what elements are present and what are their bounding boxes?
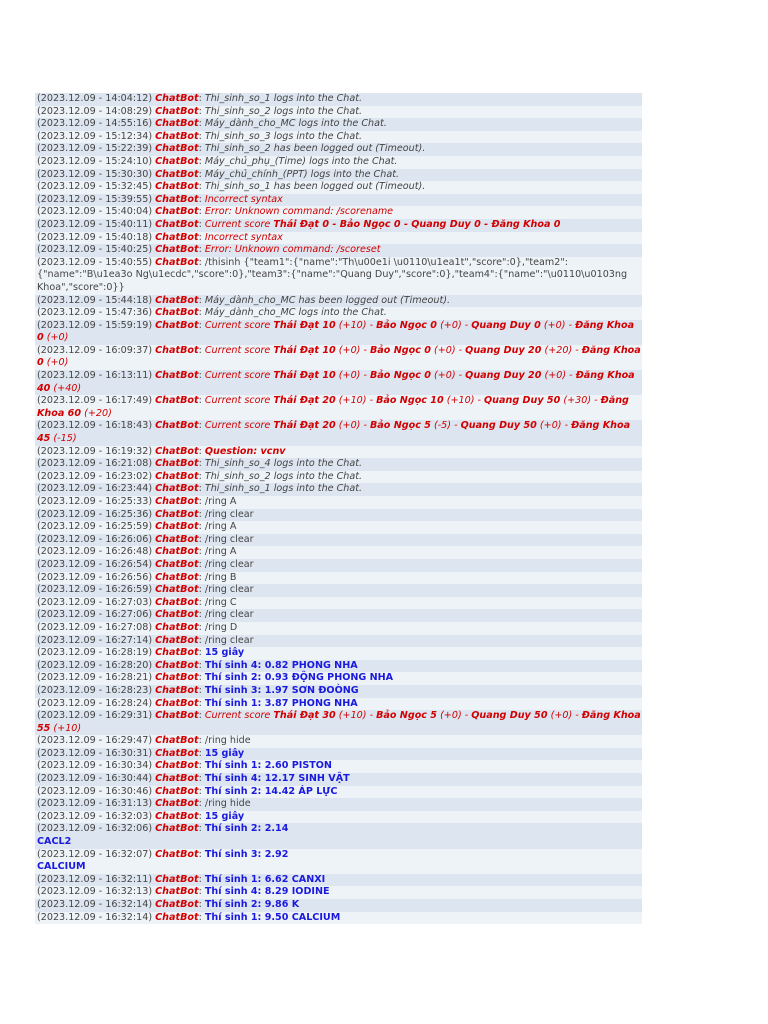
chat-message: (2023.12.09 - 15:30:30) ChatBot: Máy_chủ_chính_(PPT) logs into the Chat. xyxy=(35,169,642,182)
chat-message: (2023.12.09 - 16:32:11) ChatBot: Thí sinh 1: 6.62 CANXI xyxy=(35,874,642,887)
bot-name: ChatBot xyxy=(155,609,199,621)
chat-message: (2023.12.09 - 16:26:59) ChatBot: /ring clear xyxy=(35,584,642,597)
bot-name: ChatBot xyxy=(155,93,199,104)
chat-message: (2023.12.09 - 16:32:13) ChatBot: Thí sinh 4: 8.29 IODINE xyxy=(35,886,642,899)
chat-message: (2023.12.09 - 16:26:48) ChatBot: /ring A xyxy=(35,546,642,559)
bot-name: ChatBot xyxy=(155,294,199,306)
score-delta: (+0) xyxy=(338,420,361,432)
score-entry: Đăng Khoa 60 xyxy=(37,395,629,419)
message-text: /ring B xyxy=(204,571,237,583)
bot-name: ChatBot xyxy=(155,886,199,898)
score-delta: (+30) xyxy=(563,395,592,407)
message-timestamp: (2023.12.09 - 16:09:37) xyxy=(37,344,153,356)
score-entry: Đăng Khoa 45 xyxy=(37,420,631,445)
score-delta: (-5) xyxy=(433,420,452,432)
bot-name: ChatBot xyxy=(155,621,199,633)
score-delta: (+0) xyxy=(440,710,462,722)
message-text: /ring clear xyxy=(204,584,254,596)
score-delta: (+0) xyxy=(433,370,456,382)
chat-message: (2023.12.09 - 16:27:14) ChatBot: /ring clear xyxy=(35,635,642,648)
message-timestamp: (2023.12.09 - 16:30:34) xyxy=(37,760,153,772)
chat-message: (2023.12.09 - 16:31:13) ChatBot: /ring hide xyxy=(35,798,642,811)
chat-message: (2023.12.09 - 16:18:43) ChatBot: Current score Thái Đạt 20 (+0) - Bảo Ngọc 5 (-5) - Quang Duy 50 (+0) - Đăng Khoa 45 (-15) xyxy=(35,420,642,445)
chat-message: (2023.12.09 - 15:40:04) ChatBot: Error: Unknown command: /scorename xyxy=(35,206,642,219)
score-message: Current score Thái Đạt 10 (+0) - Bảo Ngọc 0 (+0) - Quang Duy 20 (+0) - Đăng Khoa 40 (+40) xyxy=(37,370,635,394)
chat-message: (2023.12.09 - 16:25:33) ChatBot: /ring A xyxy=(35,496,642,509)
message-timestamp: (2023.12.09 - 15:40:18) xyxy=(37,231,153,243)
message-text xyxy=(205,219,561,230)
bot-name: ChatBot xyxy=(155,508,199,520)
bot-name: ChatBot xyxy=(155,684,199,696)
message-timestamp: (2023.12.09 - 16:30:46) xyxy=(37,785,153,797)
chat-message: (2023.12.09 - 15:59:19) ChatBot: Current score Thái Đạt 10 (+10) - Bảo Ngọc 0 (+0) - Quang Duy 0 (+0) - Đăng Khoa 0 (+0) xyxy=(35,320,642,345)
message-timestamp: (2023.12.09 - 16:26:06) xyxy=(37,533,153,545)
score-entry: Quang Duy 50 xyxy=(471,710,548,722)
message-timestamp: (2023.12.09 - 16:28:21) xyxy=(37,672,153,684)
chat-message: (2023.12.09 - 16:32:03) ChatBot: 15 giây xyxy=(35,811,642,824)
score-entry: Bảo Ngọc 5 xyxy=(369,420,431,432)
message-timestamp: (2023.12.09 - 15:12:34) xyxy=(37,130,153,142)
chat-message: (2023.12.09 - 16:28:19) ChatBot: 15 giây xyxy=(35,647,642,660)
message-timestamp: (2023.12.09 - 16:23:44) xyxy=(37,483,153,495)
chat-message: (2023.12.09 - 16:28:20) ChatBot: Thí sinh 4: 0.82 PHONG NHA xyxy=(35,660,642,673)
message-timestamp: (2023.12.09 - 16:31:13) xyxy=(37,798,153,810)
bot-name: ChatBot xyxy=(155,105,199,117)
bot-name: ChatBot xyxy=(155,496,199,507)
message-text: Incorrect syntax xyxy=(204,231,283,243)
chat-message: (2023.12.09 - 16:27:08) ChatBot: /ring D xyxy=(35,622,642,635)
bot-name: ChatBot xyxy=(155,445,199,457)
message-timestamp: (2023.12.09 - 16:27:06) xyxy=(37,609,153,621)
message-timestamp: (2023.12.09 - 16:27:14) xyxy=(37,634,153,646)
message-text: /ring clear xyxy=(204,508,254,520)
chat-message: (2023.12.09 - 16:30:31) ChatBot: 15 giây xyxy=(35,748,642,761)
message-timestamp: (2023.12.09 - 16:25:33) xyxy=(37,496,153,507)
score-delta: (+0) xyxy=(543,319,566,331)
message-text: /ring hide xyxy=(204,735,251,747)
message-timestamp: (2023.12.09 - 15:44:18) xyxy=(37,294,153,306)
message-timestamp: (2023.12.09 - 16:32:14) xyxy=(37,899,153,910)
message-text: Máy_chủ_phụ_(Time) logs into the Chat. xyxy=(204,155,398,167)
bot-name: ChatBot xyxy=(155,193,199,205)
message-timestamp: (2023.12.09 - 16:27:08) xyxy=(37,621,153,633)
bot-name: ChatBot xyxy=(155,458,199,470)
bot-name: ChatBot xyxy=(155,130,199,142)
message-timestamp: (2023.12.09 - 15:24:10) xyxy=(37,155,153,167)
message-text: /ring A xyxy=(204,521,237,533)
message-text: 15 giây xyxy=(204,647,245,659)
score-message: Current score Thái Đạt 10 (+0) - Bảo Ngọc 0 (+0) - Quang Duy 20 (+20) - Đăng Khoa 0 (+0) xyxy=(37,344,641,369)
score-delta: (+0) xyxy=(338,344,361,356)
score-delta: (+10) xyxy=(338,710,367,722)
message-text: Thí sinh 1: 3.87 PHONG NHA xyxy=(204,697,358,709)
bot-name: ChatBot xyxy=(155,181,199,193)
message-timestamp: (2023.12.09 - 16:18:43) xyxy=(37,420,153,432)
chat-message: (2023.12.09 - 15:12:34) ChatBot: Thi_sinh_so_3 logs into the Chat. xyxy=(35,131,642,144)
bot-name: ChatBot xyxy=(155,533,199,545)
bot-name: ChatBot xyxy=(155,571,199,583)
chat-message: (2023.12.09 - 16:32:14) ChatBot: Thí sinh 1: 9.50 CALCIUM xyxy=(35,912,642,925)
score-delta: (+40) xyxy=(53,382,82,394)
message-text: Thí sinh 2: 2.14 xyxy=(204,823,289,835)
score-entry: Quang Duy 20 xyxy=(465,370,542,382)
score-entry: Thái Đạt 0 - Bảo Ngọc 0 - Quang Duy 0 - Đăng Khoa 0 xyxy=(273,218,561,230)
bot-name: ChatBot xyxy=(155,143,199,155)
message-timestamp: (2023.12.09 - 16:32:03) xyxy=(37,810,153,822)
message-timestamp: (2023.12.09 - 15:39:55) xyxy=(37,193,153,205)
bot-name: ChatBot xyxy=(155,697,199,709)
chat-message: (2023.12.09 - 16:17:49) ChatBot: Current score Thái Đạt 20 (+10) - Bảo Ngọc 10 (+10) - Quang Duy 50 (+30) - Đăng Khoa 60 (+20) xyxy=(35,395,642,420)
chat-message: (2023.12.09 - 16:26:06) ChatBot: /ring clear xyxy=(35,534,642,547)
score-entry: Bảo Ngọc 0 xyxy=(376,319,437,331)
message-text: /ring C xyxy=(204,596,237,608)
bot-name: ChatBot xyxy=(155,584,199,596)
message-text: Máy_dành_cho_MC has been logged out (Timeout). xyxy=(204,294,451,306)
message-prefix: Current score xyxy=(204,218,274,230)
bot-name: ChatBot xyxy=(155,823,199,835)
message-text: /ring clear xyxy=(204,609,254,621)
bot-name: ChatBot xyxy=(155,168,199,180)
chat-message: (2023.12.09 - 16:23:02) ChatBot: Thi_sinh_so_2 logs into the Chat. xyxy=(35,471,642,484)
message-text: /thisinh {"team1":{"name":"Th\u00e1i \u0110\u1ea1t","score":0},"team2":{"name":"B\u1ea3o Ng\u1ecdc","score":0},"team3":{"name":"Quang Duy","score":0},"team4":{"name":"\u0110\u0103ng Khoa","score":0}} xyxy=(37,256,628,293)
bot-name: ChatBot xyxy=(155,760,199,772)
score-entry: Đăng Khoa 0 xyxy=(37,319,635,344)
bot-name: ChatBot xyxy=(155,810,199,822)
score-message: Current score Thái Đạt 20 (+0) - Bảo Ngọc 5 (-5) - Quang Duy 50 (+0) - Đăng Khoa 45 (-15) xyxy=(37,420,631,445)
message-timestamp: (2023.12.09 - 16:32:06) xyxy=(37,823,153,835)
message-timestamp: (2023.12.09 - 14:08:29) xyxy=(37,105,153,117)
message-text: /ring A xyxy=(204,546,237,558)
chat-message: (2023.12.09 - 16:23:44) ChatBot: Thi_sinh_so_1 logs into the Chat. xyxy=(35,483,642,496)
message-text: Máy_dành_cho_MC logs into the Chat. xyxy=(204,307,387,319)
bot-name: ChatBot xyxy=(155,256,199,268)
message-timestamp: (2023.12.09 - 16:28:19) xyxy=(37,647,153,659)
bot-name: ChatBot xyxy=(155,899,199,910)
message-text: Error: Unknown command: /scoreset xyxy=(204,244,381,256)
chat-message: (2023.12.09 - 16:09:37) ChatBot: Current score Thái Đạt 10 (+0) - Bảo Ngọc 0 (+0) - Quang Duy 20 (+20) - Đăng Khoa 0 (+0) xyxy=(37,344,641,369)
chat-message: (2023.12.09 - 14:08:29) ChatBot: Thi_sinh_so_2 logs into the Chat. xyxy=(35,106,642,119)
message-timestamp: (2023.12.09 - 16:29:47) xyxy=(37,735,153,747)
score-entry: Thái Đạt 10 xyxy=(273,319,336,331)
message-timestamp: (2023.12.09 - 16:19:32) xyxy=(37,445,153,457)
bot-name: ChatBot xyxy=(155,785,199,797)
score-delta: (+0) xyxy=(544,370,567,382)
score-entry: Bảo Ngọc 5 xyxy=(376,710,437,722)
bot-name: ChatBot xyxy=(155,344,199,356)
bot-name: ChatBot xyxy=(155,307,199,319)
chat-log[interactable] xyxy=(35,93,642,924)
message-text: Error: Unknown command: /scorename xyxy=(204,206,394,218)
message-timestamp: (2023.12.09 - 16:26:59) xyxy=(37,584,153,596)
bot-name: ChatBot xyxy=(155,420,199,432)
chat-message: (2023.12.09 - 15:44:18) ChatBot: Máy_dành_cho_MC has been logged out (Timeout). xyxy=(35,295,642,308)
message-text: Thí sinh 2: 9.86 K xyxy=(204,899,300,910)
score-entry: Quang Duy 50 xyxy=(460,420,537,432)
chat-message: (2023.12.09 - 16:25:36) ChatBot: /ring clear xyxy=(35,509,642,522)
message-timestamp: (2023.12.09 - 16:26:56) xyxy=(37,571,153,583)
message-timestamp: (2023.12.09 - 16:17:49) xyxy=(37,395,153,407)
message-text: /ring clear xyxy=(204,634,254,646)
bot-name: ChatBot xyxy=(155,773,199,785)
bot-name: ChatBot xyxy=(155,155,199,167)
message-text: 15 giây xyxy=(204,810,245,822)
score-entry: Quang Duy 50 xyxy=(484,395,561,407)
message-timestamp: (2023.12.09 - 16:28:20) xyxy=(37,659,153,671)
message-timestamp: (2023.12.09 - 15:32:45) xyxy=(37,181,153,193)
chat-message: (2023.12.09 - 15:24:10) ChatBot: Máy_chủ_phụ_(Time) logs into the Chat. xyxy=(35,156,642,169)
chat-message: (2023.12.09 - 14:04:12) ChatBot: Thi_sinh_so_1 logs into the Chat. xyxy=(35,93,642,106)
message-text: Thi_sinh_so_1 has been logged out (Timeout). xyxy=(204,181,426,193)
message-text: /ring clear xyxy=(204,558,254,570)
bot-name: ChatBot xyxy=(155,659,199,671)
chat-message: (2023.12.09 - 15:40:18) ChatBot: Incorrect syntax xyxy=(35,232,642,245)
message-timestamp: (2023.12.09 - 16:30:31) xyxy=(37,747,153,759)
message-timestamp: (2023.12.09 - 15:22:39) xyxy=(37,143,153,155)
chat-message: (2023.12.09 - 16:25:59) ChatBot: /ring A xyxy=(35,521,642,534)
message-timestamp: (2023.12.09 - 16:26:48) xyxy=(37,546,153,558)
bot-name: ChatBot xyxy=(155,911,199,923)
score-delta: (+20) xyxy=(544,344,573,356)
score-delta: (+20) xyxy=(84,407,112,419)
message-timestamp: (2023.12.09 - 15:30:30) xyxy=(37,168,153,180)
score-entry: Đăng Khoa 0 xyxy=(37,344,641,369)
score-message: Current score Thái Đạt 20 (+10) - Bảo Ngọc 10 (+10) - Quang Duy 50 (+30) - Đăng Khoa 60 (+20) xyxy=(37,395,629,419)
score-entry: Quang Duy 20 xyxy=(465,344,542,356)
message-timestamp: (2023.12.09 - 16:32:13) xyxy=(37,886,153,898)
chat-message: (2023.12.09 - 14:55:16) ChatBot: Máy_dành_cho_MC logs into the Chat. xyxy=(35,118,642,131)
message-text: Máy_chủ_chính_(PPT) logs into the Chat. xyxy=(204,168,400,180)
score-delta: (+10) xyxy=(338,395,367,407)
bot-name: ChatBot xyxy=(155,218,199,230)
message-text: Thí sinh 1: 2.60 PISTON xyxy=(204,760,332,772)
message-text: /ring D xyxy=(204,621,238,633)
score-entry: Thái Đạt 20 xyxy=(273,420,336,432)
chat-message: (2023.12.09 - 16:27:03) ChatBot: /ring C xyxy=(35,597,642,610)
bot-name: ChatBot xyxy=(155,206,199,218)
message-text: Thí sinh 4: 8.29 IODINE xyxy=(204,886,330,898)
score-delta: (+10) xyxy=(446,395,475,407)
chat-message: (2023.12.09 - 16:29:47) ChatBot: /ring hide xyxy=(35,735,642,748)
score-entry: Bảo Ngọc 0 xyxy=(369,370,431,382)
message-timestamp: (2023.12.09 - 16:32:11) xyxy=(37,873,153,885)
score-entry: Thái Đạt 10 xyxy=(273,370,336,382)
message-text: /ring A xyxy=(204,496,237,507)
message-timestamp: (2023.12.09 - 15:40:11) xyxy=(37,218,153,230)
message-text: Thí sinh 2: 14.42 ÁP LỰC xyxy=(204,785,338,797)
bot-name: ChatBot xyxy=(155,546,199,558)
score-delta: (+0) xyxy=(46,357,69,369)
bot-name: ChatBot xyxy=(155,319,199,331)
chat-message: (2023.12.09 - 16:29:31) ChatBot: Current score Thái Đạt 30 (+10) - Bảo Ngọc 5 (+0) - Quang Duy 50 (+0) - Đăng Khoa 55 (+10) xyxy=(37,710,641,734)
chat-message: (2023.12.09 - 16:19:32) ChatBot: Question: vcnv xyxy=(35,446,642,459)
message-timestamp: (2023.12.09 - 16:25:59) xyxy=(37,521,153,533)
bot-name: ChatBot xyxy=(155,231,199,243)
chat-message: (2023.12.09 - 16:32:07) ChatBot: Thí sinh 3: 2.92 CALCIUM xyxy=(35,849,642,874)
score-delta: (+0) xyxy=(46,332,69,344)
score-delta: (+0) xyxy=(539,420,562,432)
score-delta: (+0) xyxy=(550,710,573,722)
message-timestamp: (2023.12.09 - 16:13:11) xyxy=(37,370,153,382)
message-timestamp: (2023.12.09 - 15:59:19) xyxy=(37,319,153,331)
bot-name: ChatBot xyxy=(155,798,199,810)
chat-message: (2023.12.09 - 16:32:06) ChatBot: Thí sinh 2: 2.14 CACL2 xyxy=(35,823,642,848)
message-text: 15 giây xyxy=(204,747,245,759)
chat-message: (2023.12.09 - 16:28:23) ChatBot: Thí sinh 3: 1.97 SƠN ĐOÒNG xyxy=(35,685,642,698)
score-delta: (+0) xyxy=(440,319,462,331)
bot-name: ChatBot xyxy=(155,118,199,130)
bot-name: ChatBot xyxy=(155,521,199,533)
bot-name: ChatBot xyxy=(155,710,199,722)
chat-message: (2023.12.09 - 16:26:56) ChatBot: /ring B xyxy=(35,572,642,585)
message-timestamp: (2023.12.09 - 16:26:54) xyxy=(37,558,153,570)
bot-name: ChatBot xyxy=(155,483,199,495)
chat-message: (2023.12.09 - 16:28:21) ChatBot: Thí sinh 2: 0.93 ĐỘNG PHONG NHA xyxy=(35,672,642,685)
score-delta: (+10) xyxy=(53,722,82,734)
bot-name: ChatBot xyxy=(155,747,199,759)
message-timestamp: (2023.12.09 - 16:29:31) xyxy=(37,710,153,722)
message-timestamp: (2023.12.09 - 15:40:04) xyxy=(37,206,153,218)
bot-name: ChatBot xyxy=(155,873,199,885)
bot-name: ChatBot xyxy=(155,672,199,684)
score-entry: Bảo Ngọc 0 xyxy=(369,344,431,356)
chat-message: (2023.12.09 - 15:40:55) ChatBot: /thisinh {"team1":{"name":"Th\u00e1i \u0110\u1ea1t","score":0},"team2":{"name":"B\u1ea3o Ng\u1ecdc","score":0},"team3":{"name":"Quang Duy","score":0},"team4":{"name":"\u0110\u0103ng Khoa","score":0}} xyxy=(35,257,642,295)
chat-message: (2023.12.09 - 15:40:11) ChatBot: Current score Thái Đạt 0 - Bảo Ngọc 0 - Quang Duy 0 - Đăng Khoa 0 xyxy=(35,219,642,232)
message-text: Incorrect syntax xyxy=(204,193,283,205)
chat-message: (2023.12.09 - 15:22:39) ChatBot: Thi_sinh_so_2 has been logged out (Timeout). xyxy=(35,143,642,156)
message-timestamp: (2023.12.09 - 15:40:55) xyxy=(37,256,153,268)
message-timestamp: (2023.12.09 - 16:25:36) xyxy=(37,508,153,520)
message-text: Thí sinh 3: 1.97 SƠN ĐOÒNG xyxy=(204,684,359,696)
chat-message: (2023.12.09 - 16:13:11) ChatBot: Current score Thái Đạt 10 (+0) - Bảo Ngọc 0 (+0) - Quang Duy 20 (+0) - Đăng Khoa 40 (+40) xyxy=(35,370,642,395)
score-delta: (-15) xyxy=(53,433,77,445)
chat-message: (2023.12.09 - 15:39:55) ChatBot: Incorrect syntax xyxy=(35,194,642,207)
bot-name: ChatBot xyxy=(155,470,199,482)
chat-message: (2023.12.09 - 16:28:24) ChatBot: Thí sinh 1: 3.87 PHONG NHA xyxy=(35,698,642,711)
bot-name: ChatBot xyxy=(155,395,199,407)
chat-message: (2023.12.09 - 16:32:14) ChatBot: Thí sinh 2: 9.86 K xyxy=(35,899,642,912)
message-text: Thi_sinh_so_2 has been logged out (Timeout). xyxy=(204,143,426,155)
message-text: Thí sinh 1: 6.62 CANXI xyxy=(204,873,326,885)
bot-name: ChatBot xyxy=(155,647,199,659)
message-timestamp: (2023.12.09 - 16:28:24) xyxy=(37,697,153,709)
bot-name: ChatBot xyxy=(155,735,199,747)
bot-name: ChatBot xyxy=(155,244,199,256)
score-entry: Đăng Khoa 40 xyxy=(37,370,635,394)
chat-message: (2023.12.09 - 16:30:46) ChatBot: Thí sinh 2: 14.42 ÁP LỰC xyxy=(35,786,642,799)
score-entry: Thái Đạt 20 xyxy=(273,395,336,407)
bot-name: ChatBot xyxy=(155,848,199,860)
message-timestamp: (2023.12.09 - 16:23:02) xyxy=(37,470,153,482)
score-entry: Quang Duy 0 xyxy=(471,319,541,331)
score-message: Current score Thái Đạt 10 (+10) - Bảo Ngọc 0 (+0) - Quang Duy 0 (+0) - Đăng Khoa 0 (+0) xyxy=(37,319,635,344)
message-text: Thí sinh 1: 9.50 CALCIUM xyxy=(204,911,341,923)
message-text: Thí sinh 2: 0.93 ĐỘNG PHONG NHA xyxy=(204,672,394,684)
message-text: Máy_dành_cho_MC logs into the Chat. xyxy=(204,118,387,130)
score-entry: Thái Đạt 30 xyxy=(273,710,336,722)
bot-name: ChatBot xyxy=(155,370,199,382)
chat-message: (2023.12.09 - 16:26:54) ChatBot: /ring clear xyxy=(35,559,642,572)
chat-message: (2023.12.09 - 16:30:44) ChatBot: Thí sinh 4: 12.17 SINH VẬT xyxy=(35,773,642,786)
chat-message: (2023.12.09 - 16:21:08) ChatBot: Thi_sinh_so_4 logs into the Chat. xyxy=(35,458,642,471)
score-entry: Bảo Ngọc 10 xyxy=(376,395,444,407)
chat-message: (2023.12.09 - 15:32:45) ChatBot: Thi_sinh_so_1 has been logged out (Timeout). xyxy=(35,181,642,194)
chat-message: (2023.12.09 - 15:47:36) ChatBot: Máy_dành_cho_MC logs into the Chat. xyxy=(35,307,642,320)
score-message: Current score Thái Đạt 30 (+10) - Bảo Ngọc 5 (+0) - Quang Duy 50 (+0) - Đăng Khoa 55 (+10) xyxy=(37,710,641,734)
message-text: Thi_sinh_so_3 logs into the Chat. xyxy=(204,130,363,142)
message-text: Thi_sinh_so_1 logs into the Chat. xyxy=(204,483,363,495)
message-timestamp: (2023.12.09 - 14:55:16) xyxy=(37,118,153,130)
message-timestamp: (2023.12.09 - 16:21:08) xyxy=(37,458,153,470)
message-text: /ring clear xyxy=(204,533,254,545)
message-timestamp: (2023.12.09 - 16:32:14) xyxy=(37,911,153,923)
bot-name: ChatBot xyxy=(155,558,199,570)
message-text: Thi_sinh_so_2 logs into the Chat. xyxy=(204,105,363,117)
bot-name: ChatBot xyxy=(155,596,199,608)
message-timestamp: (2023.12.09 - 16:28:23) xyxy=(37,684,153,696)
message-text: Thi_sinh_so_1 logs into the Chat. xyxy=(204,93,363,104)
message-text: Thí sinh 4: 0.82 PHONG NHA xyxy=(204,659,358,671)
message-text: /ring hide xyxy=(204,798,251,810)
score-delta: (+0) xyxy=(433,344,456,356)
chat-message: (2023.12.09 - 15:40:25) ChatBot: Error: Unknown command: /scoreset xyxy=(35,244,642,257)
message-continuation: CACL2 xyxy=(37,836,72,848)
message-timestamp: (2023.12.09 - 16:30:44) xyxy=(37,773,153,785)
message-text: Thí sinh 4: 12.17 SINH VẬT xyxy=(204,773,350,785)
chat-message: (2023.12.09 - 16:27:06) ChatBot: /ring clear xyxy=(35,609,642,622)
score-delta: (+10) xyxy=(338,319,367,331)
message-continuation: CALCIUM xyxy=(37,861,86,873)
message-text: Thi_sinh_so_4 logs into the Chat. xyxy=(204,458,363,470)
message-text: Thi_sinh_so_2 logs into the Chat. xyxy=(204,470,363,482)
message-text: Question: vcnv xyxy=(204,445,286,457)
score-entry: Thái Đạt 10 xyxy=(273,344,336,356)
bot-name: ChatBot xyxy=(155,634,199,646)
message-timestamp: (2023.12.09 - 14:04:12) xyxy=(37,93,153,104)
message-text: Thí sinh 3: 2.92 xyxy=(204,848,289,860)
chat-message: (2023.12.09 - 16:30:34) ChatBot: Thí sinh 1: 2.60 PISTON xyxy=(35,760,642,773)
score-entry: Đăng Khoa 55 xyxy=(37,710,641,734)
message-timestamp: (2023.12.09 - 15:47:36) xyxy=(37,307,153,319)
message-timestamp: (2023.12.09 - 15:40:25) xyxy=(37,244,153,256)
message-timestamp: (2023.12.09 - 16:32:07) xyxy=(37,848,153,860)
message-timestamp: (2023.12.09 - 16:27:03) xyxy=(37,596,153,608)
score-delta: (+0) xyxy=(338,370,361,382)
